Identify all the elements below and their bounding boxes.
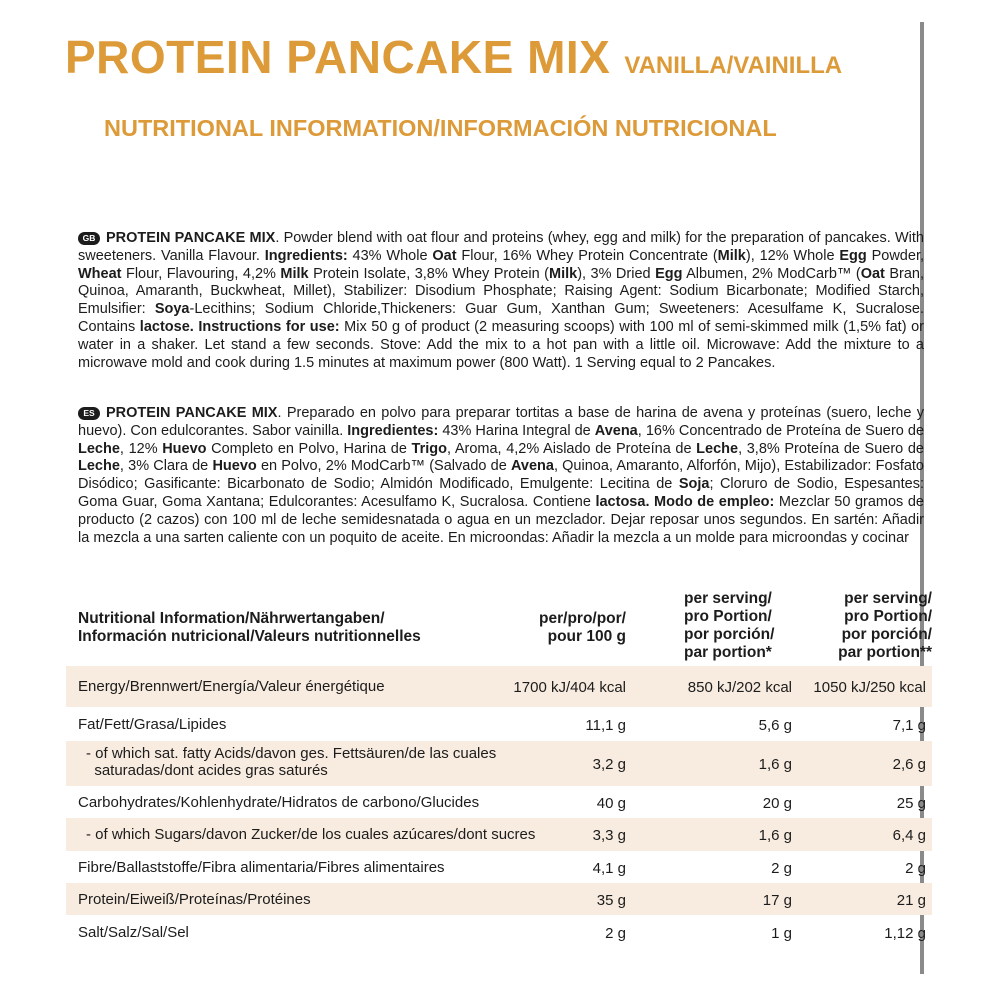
bold-text: Huevo <box>212 458 257 475</box>
text-run: , 12% <box>119 440 163 457</box>
value-per-serving-1: 1,6 g <box>758 827 792 844</box>
value-per-serving-2: 2 g <box>905 859 926 877</box>
nutrient-label: Carbohydrates/Kohlenhydrate/Hidratos de carbono/Glucides <box>78 793 480 811</box>
bold-text: Wheat <box>78 265 122 282</box>
value-per-serving-2: 21 g <box>896 891 926 909</box>
nutrient-label: - of which Sugars/davon Zucker/de los cuales azúcares/dont sucres <box>86 826 536 843</box>
text-run: . Powder blend with oat flour and proteins (whey, egg and milk) for the preparation of pancakes. With sweeteners. Vanilla Flavour. <box>78 230 924 264</box>
table-header <box>66 590 932 666</box>
bold-text: Instructions for use: <box>198 318 340 335</box>
bold-text: Ingredientes: <box>347 422 439 439</box>
table-body <box>66 666 932 949</box>
bold-text: Avena <box>594 422 638 439</box>
product-flavor: VANILLA/VAINILLA <box>624 52 843 79</box>
nutrition-table <box>66 590 932 949</box>
header-per-serving-2: per serving/ pro Portion/ por porción/ par portion** <box>838 590 932 661</box>
value-per-serving-1: 2 g <box>771 859 792 877</box>
text-run: en Polvo, 2% ModCarb™ (Salvado de <box>256 458 511 475</box>
value-per-100g: 2 g <box>605 924 626 942</box>
bold-text: Trigo <box>411 440 447 457</box>
value-per-serving-2: 25 g <box>896 794 926 812</box>
bold-text: Egg <box>655 265 683 282</box>
header-per-serving-1: per serving/ pro Portion/ por porción/ par portion* <box>684 590 775 661</box>
description-gb <box>78 230 924 372</box>
value-per-serving-1: 850 kJ/202 kcal <box>687 679 792 696</box>
text-run: , Quinoa, Amaranto, Alforfón, Mijo), Estabilizador: Fosfato Disódico; Gasificante: Bicarbonato de Sodio; Almidón Modificado, Emulgente: Lecitina de <box>78 458 925 493</box>
table-row <box>66 818 932 851</box>
text-run: Albumen, 2% ModCarb™ ( <box>682 265 861 282</box>
bold-text: Milk <box>548 265 578 282</box>
value-per-100g: 35 g <box>596 891 626 909</box>
text-run: ), 3% Dried <box>577 265 656 282</box>
text-run: , 3% Clara de <box>119 458 213 475</box>
bold-text: lactose. <box>139 318 194 335</box>
bold-text: PROTEIN PANCAKE MIX <box>106 405 278 421</box>
flag-badge-gb: GB <box>78 232 100 245</box>
text-run: , 3,8% Proteína de Suero de <box>738 440 924 457</box>
text-run: Mezclar 50 gramos de producto (2 cazos) con 100 ml de leche semidesnatada o agua en un mezclador. Dejar reposar unos segundos. En sartén: Añadir la mezcla a una sarten caliente con un poquito de aceite. En microondas: Añadir la mezcla a un molde para microondas y cocinar <box>78 493 924 546</box>
text-run: , 16% Concentrado de Proteína de Suero de <box>637 422 925 439</box>
value-per-serving-2: 6,4 g <box>892 827 926 844</box>
text-run: Mix 50 g of product (2 measuring scoops) with 100 ml of semi-skimmed milk (1,5% fat) or water in a shaker. Let stand a few seconds. Stove: Add the mix to a hot pan with a little oil. Microwave: Add the mixture to a microwave mold and cook during 1.5 minutes at maximum power (800 Watt). 1 Serving equal to 2 Pancakes. <box>78 318 924 371</box>
bold-text: Ingredients: <box>264 247 348 264</box>
header-nutrient: Nutritional Information/Nährwertangaben/ Información nutricional/Valeurs nutritionnelles <box>78 610 421 645</box>
bold-text: Milk <box>717 247 746 264</box>
text-run: Completo en Polvo, Harina de <box>206 440 412 457</box>
bold-text: lactosa. <box>595 493 650 510</box>
bold-text: Huevo <box>162 440 207 457</box>
text-run: Flour, Flavouring, 4,2% <box>121 265 281 282</box>
text-run: Powder, <box>866 247 924 264</box>
bold-text: Avena <box>510 458 554 475</box>
value-per-serving-1: 1 g <box>771 924 792 942</box>
value-per-serving-1: 1,6 g <box>758 756 792 773</box>
table-row <box>66 915 932 949</box>
nutrient-label: Salt/Salz/Sal/Sel <box>78 923 189 941</box>
table-row <box>66 666 932 707</box>
bold-text: Egg <box>839 247 867 264</box>
nutrient-label: - of which sat. fatty Acids/davon ges. Fettsäuren/de las cuales saturadas/dont acides gras saturés <box>86 745 497 779</box>
product-name: PROTEIN PANCAKE MIX <box>65 31 611 83</box>
nutrient-label: Protein/Eiweiß/Proteínas/Protéines <box>78 890 311 908</box>
nutrient-label: Fat/Fett/Grasa/Lipides <box>78 715 227 733</box>
text-run: Bran, Quinoa, Amaranth, Buckwheat, Millet), Stabilizer: Disodium Phosphate; Raising Agent: Sodium Bicarbonate; Modified Starch, Emulsifier: <box>78 265 924 318</box>
table-row <box>66 741 932 786</box>
value-per-serving-2: 1,12 g <box>884 924 926 942</box>
text-run: ; Cloruro de Sodio, Espesantes: Goma Guar, Goma Xantana; Edulcorantes: Acesulfamo K, Sucralosa. Contiene <box>78 476 924 510</box>
text-run: , Aroma, 4,2% Aislado de Proteína de <box>447 440 697 457</box>
text-run: -Lecithins; Sodium Chloride,Thickeners: Guar Gum, Xanthan Gum; Sweeteners: Acesulfame K, Sucralose. Contains <box>78 301 924 335</box>
value-per-100g: 3,3 g <box>592 827 626 844</box>
text-run: 43% Whole <box>347 247 433 264</box>
header-per-100g: per/pro/por/ pour 100 g <box>539 610 626 645</box>
bold-text: Soja <box>678 476 710 493</box>
nutrient-label: Energy/Brennwert/Energía/Valeur énergétique <box>78 678 385 695</box>
value-per-serving-1: 17 g <box>762 891 792 909</box>
text-run: ), 12% Whole <box>745 247 840 264</box>
table-row <box>66 883 932 915</box>
description-text-gb <box>78 230 924 371</box>
bold-text: Oat <box>860 265 885 282</box>
value-per-100g: 11,1 g <box>585 716 626 734</box>
nutrition-subtitle: NUTRITIONAL INFORMATION/INFORMACIÓN NUTRICIONAL <box>104 115 777 141</box>
text-run: 43% Harina Integral de <box>438 422 595 439</box>
text-run: . Preparado en polvo para preparar tortitas a base de harina de avena y proteínas (suero, leche y huevo). Con edulcorantes. Sabor vainilla. <box>78 405 924 439</box>
table-row <box>66 851 932 883</box>
value-per-100g: 3,2 g <box>592 756 626 773</box>
description-text-es <box>78 405 924 546</box>
bold-text: Leche <box>78 440 120 457</box>
value-per-100g: 40 g <box>596 794 626 812</box>
value-per-100g: 1700 kJ/404 kcal <box>513 679 626 696</box>
value-per-serving-2: 7,1 g <box>892 716 926 734</box>
text-run: Flour, 16% Whey Protein Concentrate ( <box>456 247 718 264</box>
text-run: Protein Isolate, 3,8% Whey Protein ( <box>308 265 549 282</box>
value-per-serving-1: 20 g <box>762 794 792 812</box>
product-title <box>65 30 842 84</box>
bold-text: Leche <box>78 458 120 475</box>
value-per-100g: 4,1 g <box>592 859 626 877</box>
description-es <box>78 405 924 547</box>
bold-text: Oat <box>432 247 457 264</box>
bold-text: Milk <box>280 265 309 282</box>
value-per-serving-1: 5,6 g <box>758 716 792 734</box>
table-row <box>66 707 932 741</box>
value-per-serving-2: 1050 kJ/250 kcal <box>813 679 926 696</box>
table-row <box>66 786 932 818</box>
value-per-serving-2: 2,6 g <box>892 756 926 773</box>
bold-text: Modo de empleo: <box>654 493 775 510</box>
bold-text: Soya <box>154 301 190 318</box>
nutrient-label: Fibre/Ballaststoffe/Fibra alimentaria/Fibres alimentaires <box>78 858 445 876</box>
bold-text: PROTEIN PANCAKE MIX <box>106 230 276 246</box>
bold-text: Leche <box>696 440 739 457</box>
flag-badge-es: ES <box>78 407 100 420</box>
